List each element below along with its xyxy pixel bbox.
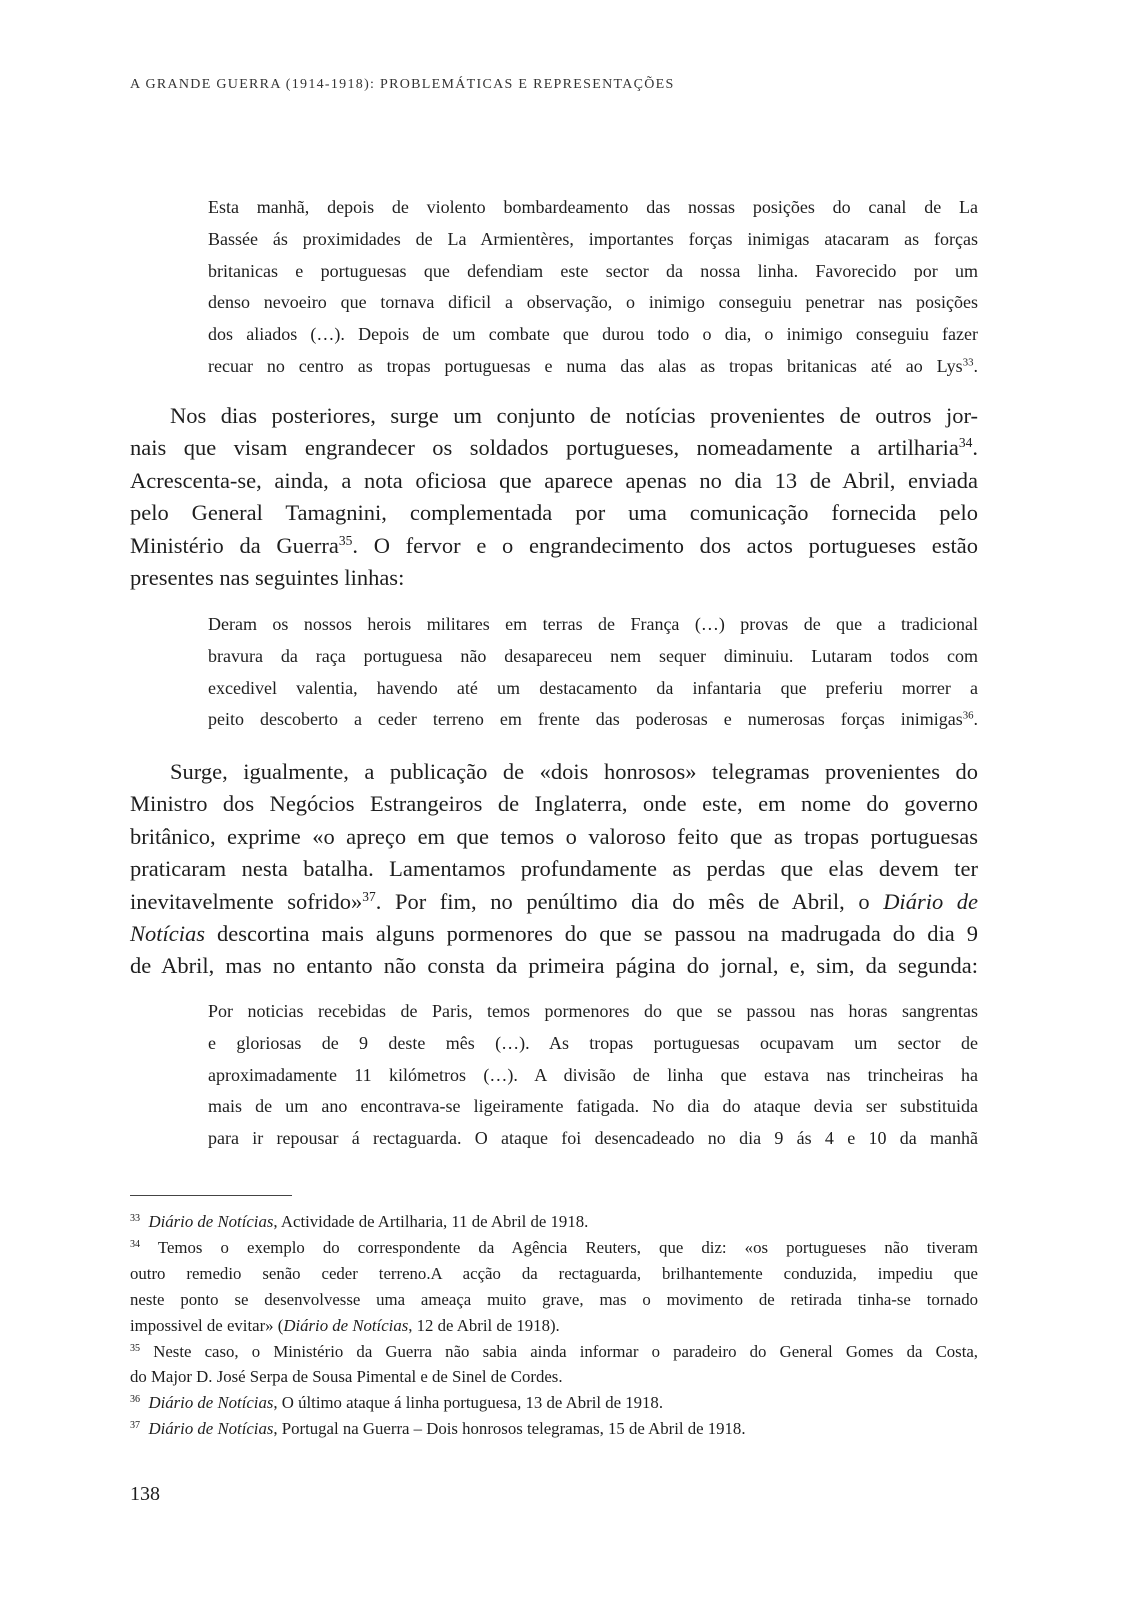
text-run: neste ponto se desenvolvesse uma ameaça muito grave, mas o movimento de retirada tinha-se tornado [130, 1289, 978, 1309]
block-quote [208, 996, 978, 1155]
text-run: britânico, exprime «o apreço em que temos o valoroso feito que as tropas portuguesas [130, 823, 978, 849]
footnote-35 [130, 1339, 978, 1391]
text-run: mais de um ano encontrava-se ligeiramente fatigada. No dia do ataque devia ser substituida [208, 1096, 978, 1117]
footnote-reference: 33 [962, 356, 974, 369]
text-line [130, 788, 978, 820]
text-run: . [973, 709, 978, 730]
text-run: outro remedio senão ceder terreno.A acção da rectaguarda, brilhantemente conduzida, impediu que [130, 1263, 978, 1283]
footnote-34 [130, 1235, 978, 1339]
text-run: impossivel de evitar» ( [130, 1315, 284, 1335]
text-line [130, 1390, 978, 1416]
text-line [208, 1091, 978, 1123]
text-run: denso nevoeiro que tornava dificil a observação, o inimigo conseguiu penetrar nas posições [208, 292, 978, 313]
text-line [208, 287, 978, 319]
text-run: Nos dias posteriores, surge um conjunto de notícias provenientes de outros jor- [170, 403, 978, 428]
footnote-reference: 37 [362, 888, 376, 904]
text-line [130, 1313, 978, 1339]
italic-title: Diário de Notícias [148, 1419, 274, 1439]
text-run: Bassée ás proximidades de La Armientères, importantes forças inimigas atacaram as forças [208, 228, 978, 249]
text-line [130, 497, 978, 529]
text-line [130, 821, 978, 853]
text-run: Temos o exemplo do correspondente da Agência Reuters, que diz: «os portugueses não tiveram [140, 1237, 978, 1257]
body-paragraph [130, 756, 978, 983]
footnote-37 [130, 1416, 978, 1442]
text-line [130, 465, 978, 497]
italic-title: Diário de Notícias [283, 1315, 409, 1335]
text-run: britanicas e portuguesas que defendiam este sector da nossa linha. Favorecido por um [208, 260, 978, 281]
text-line [130, 950, 978, 982]
text-line [130, 756, 978, 788]
text-run: nais que visam engrandecer os soldados portugueses, nomeadamente a artilharia [130, 435, 959, 461]
text-line [208, 704, 978, 736]
text-run: pelo General Tamagnini, complementada por uma comunicação fornecida pelo [130, 500, 978, 526]
text-run: Acrescenta-se, ainda, a nota oficiosa que aparece apenas no dia 13 de Abril, enviada [130, 467, 978, 493]
text-run: . Por fim, no penúltimo dia do mês de Abril, o [375, 888, 884, 914]
italic-title: Notícias [130, 921, 206, 947]
text-run: Ministro dos Negócios Estrangeiros de Inglaterra, onde este, em nome do governo [130, 791, 978, 817]
text-line [130, 1416, 978, 1442]
text-run: . O fervor e o engrandecimento dos actos portugueses estão [352, 532, 978, 558]
footnote-reference: 37 [130, 1420, 141, 1432]
text-line [208, 192, 978, 224]
running-head: A GRANDE GUERRA (1914-1918): PROBLEMÁTICAS E REPRESENTAÇÕES [130, 77, 675, 92]
text-run: do Major D. José Serpa de Sousa Pimental e de Sinel de Cordes. [130, 1367, 563, 1387]
text-line [208, 224, 978, 256]
footnote-33 [130, 1209, 978, 1235]
text-run: bravura da raça portuguesa não desapareceu nem sequer diminuiu. Lutaram todos com [208, 645, 978, 666]
text-run: recuar no centro as tropas portuguesas e numa das alas as tropas britanicas até ao Lys [208, 355, 963, 376]
text-run: Neste caso, o Ministério da Guerra não sabia ainda informar o paradeiro do General Gomes da Costa, [140, 1341, 978, 1361]
text-run: excedivel valentia, havendo até um destacamento da infantaria que preferiu morrer a [208, 677, 978, 698]
text-run: Esta manhã, depois de violento bombardeamento das nossas posições do canal de La [208, 197, 978, 217]
footnote-reference: 36 [962, 709, 974, 722]
text-line [130, 400, 978, 432]
text-line [208, 673, 978, 705]
text-line [208, 609, 978, 641]
text-run: de Abril, mas no entanto não consta da primeira página do jornal, e, sim, da segunda: [130, 953, 978, 979]
text-run: e gloriosas de 9 deste mês (…). As tropas portuguesas ocupavam um sector de [208, 1032, 978, 1053]
page-number: 138 [130, 1483, 160, 1505]
footnote-reference: 34 [958, 435, 973, 451]
footnote-reference: 36 [130, 1394, 141, 1406]
text-run: , Actividade de Artilharia, 11 de Abril de 1918. [273, 1212, 589, 1231]
italic-title: Diário de [883, 888, 979, 914]
text-line [208, 319, 978, 351]
text-run: para ir repousar á rectaguarda. O ataque foi desencadeado no dia 9 ás 4 e 10 da manhã [208, 1128, 978, 1149]
footnote-reference: 35 [338, 532, 353, 548]
text-run: inevitavelmente sofrido» [130, 888, 363, 914]
text-line [130, 853, 978, 885]
text-line [130, 886, 978, 918]
italic-title: Diário de Notícias [148, 1393, 274, 1413]
text-line [208, 641, 978, 673]
text-line [130, 1287, 978, 1313]
footnote-36 [130, 1390, 978, 1416]
block-quote [208, 192, 978, 383]
text-run: praticaram nesta batalha. Lamentamos profundamente as perdas que elas devem ter [130, 856, 978, 882]
text-run: Deram os nossos herois militares em terras de França (…) provas de que a tradicional [208, 614, 978, 634]
footnotes [130, 1209, 978, 1442]
text-line [130, 1235, 978, 1261]
footnote-reference: 34 [130, 1238, 141, 1250]
text-line [208, 1123, 978, 1155]
text-run: , Portugal na Guerra – Dois honrosos telegramas, 15 de Abril de 1918. [273, 1419, 746, 1439]
text-line [130, 1339, 978, 1365]
text-line [130, 1364, 978, 1390]
text-line [208, 256, 978, 288]
text-run: dos aliados (…). Depois de um combate que durou todo o dia, o inimigo conseguiu fazer [208, 324, 978, 345]
text-run: descortina mais alguns pormenores do que se passou na madrugada do dia 9 [205, 921, 978, 947]
footnote-reference: 35 [130, 1342, 141, 1354]
text-run: . [972, 435, 978, 461]
text-run: Ministério da Guerra [130, 532, 339, 558]
text-line [208, 351, 978, 383]
text-run: aproximadamente 11 kilómetros (…). A divisão de linha que estava nas trincheiras ha [208, 1064, 978, 1085]
text-line [208, 1028, 978, 1060]
block-quote [208, 609, 978, 736]
text-line [208, 996, 978, 1028]
text-run: Por noticias recebidas de Paris, temos pormenores do que se passou nas horas sangrentas [208, 1001, 978, 1021]
text-line [208, 1060, 978, 1092]
text-line [130, 1209, 978, 1235]
footnote-reference: 33 [130, 1212, 141, 1224]
text-run: peito descoberto a ceder terreno em frente das poderosas e numerosas forças inimigas [208, 709, 963, 730]
footnote-separator [130, 1195, 292, 1196]
body-paragraph [130, 400, 978, 594]
text-line [130, 1261, 978, 1287]
italic-title: Diário de Notícias [148, 1212, 274, 1231]
text-line [130, 918, 978, 950]
text-run: . [973, 355, 978, 376]
text-run: , O último ataque á linha portuguesa, 13 de Abril de 1918. [273, 1393, 664, 1413]
text-run: Surge, igualmente, a publicação de «dois honrosos» telegramas provenientes do [170, 759, 978, 784]
text-line [130, 562, 978, 594]
text-run: presentes nas seguintes linhas: [130, 565, 405, 591]
text-line [130, 530, 978, 562]
text-run: , 12 de Abril de 1918). [408, 1315, 560, 1335]
text-line [130, 432, 978, 464]
